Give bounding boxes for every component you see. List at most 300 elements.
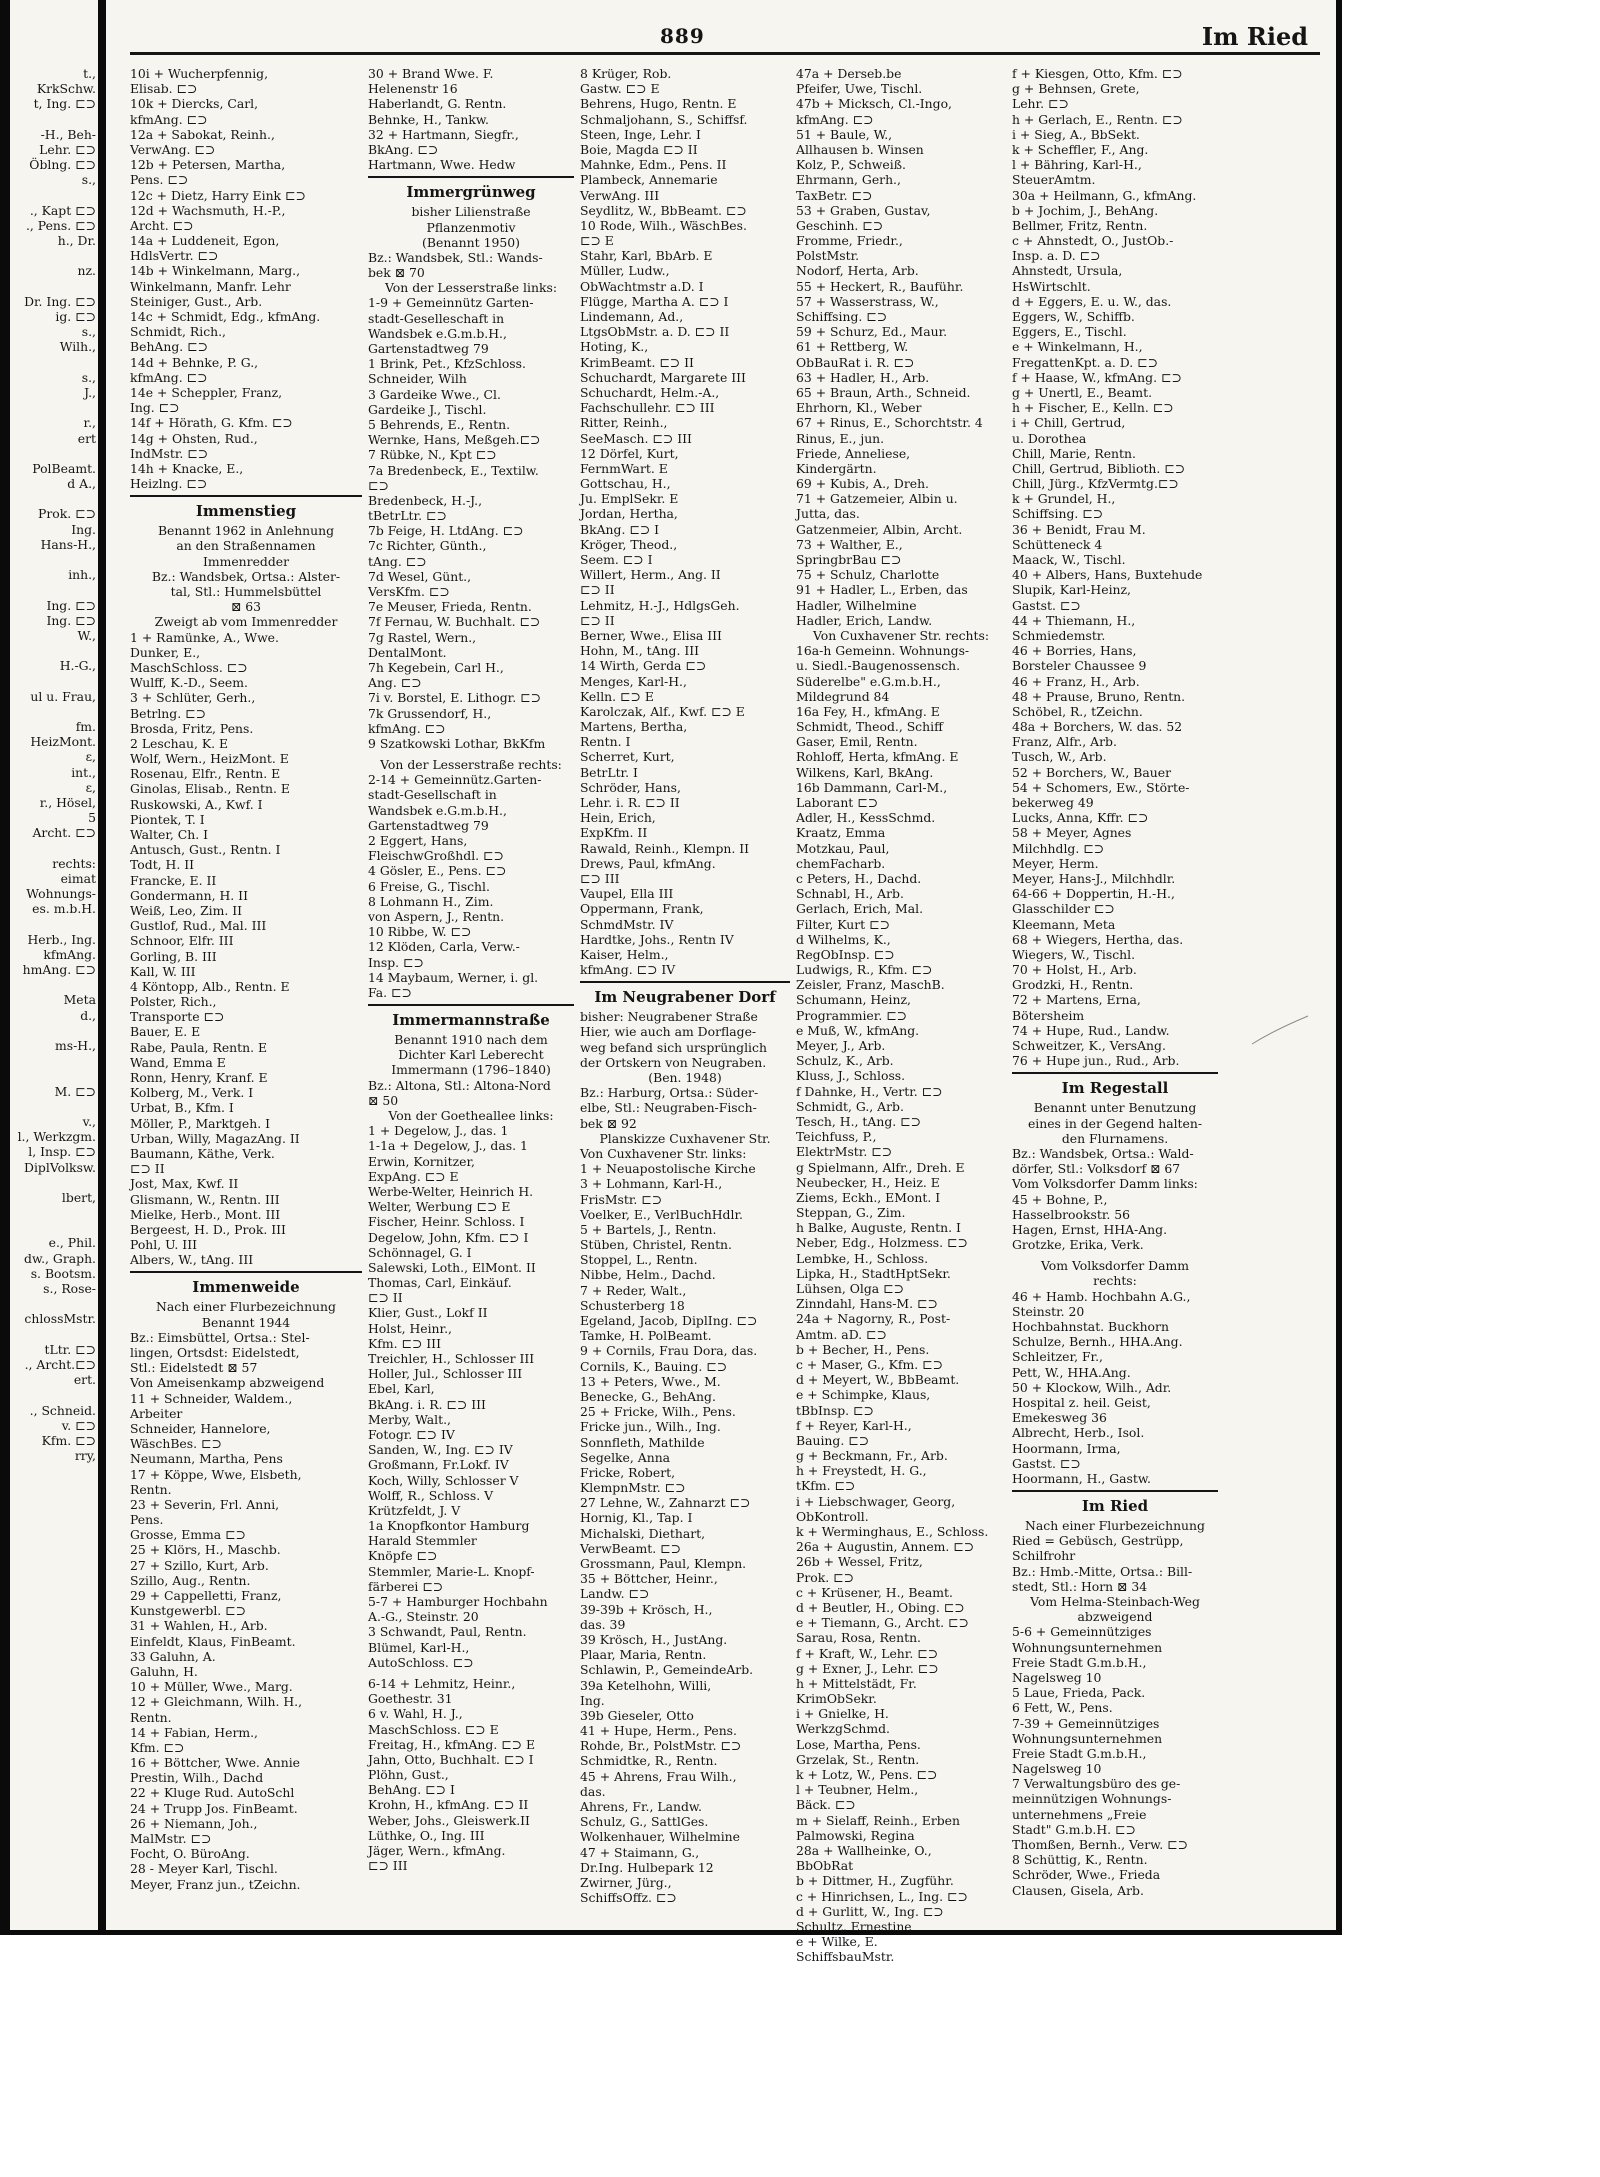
directory-entry: BbObRat: [796, 1858, 854, 1874]
directory-entry: Filter, Kurt ⊏⊃: [796, 916, 890, 932]
directory-entry: Helenenstr 16: [368, 81, 458, 97]
directory-entry: TaxBetr. ⊏⊃: [796, 187, 873, 203]
directory-entry: Ju. EmplSekr. E: [580, 491, 679, 507]
directory-entry: Ahnstedt, Ursula,: [1012, 263, 1123, 279]
directory-entry: Meyer, Herm.: [1012, 855, 1099, 871]
directory-entry: Stahr, Karl, BbArb. E: [580, 248, 713, 264]
fragment-line: H.-G.,: [59, 658, 96, 674]
directory-entry: Holler, Jul., Schlosser III: [368, 1366, 523, 1382]
directory-entry: Koch, Willy, Schlosser V: [368, 1472, 519, 1488]
directory-entry: 2 Leschau, K. E: [130, 735, 229, 751]
directory-entry: Bauer, E. E: [130, 1024, 201, 1040]
fragment-line: fm.: [75, 719, 96, 735]
directory-entry: l + Teubner, Helm.,: [796, 1782, 919, 1798]
directory-entry: Kfm. ⊏⊃ III: [368, 1335, 441, 1351]
fragment-line: PolBeamt.: [32, 460, 96, 476]
directory-entry: kfmAng. ⊏⊃ IV: [580, 962, 676, 978]
directory-entry: c + Hinrichsen, L., Ing. ⊏⊃: [796, 1888, 968, 1904]
street-note: Von der Goetheallee links:: [388, 1108, 554, 1123]
directory-entry: 14f + Hörath, G. Kfm. ⊏⊃: [130, 415, 293, 431]
directory-entry: 25 + Fricke, Wilh., Pens.: [580, 1404, 736, 1420]
directory-entry: Ehrhorn, Kl., Weber: [796, 400, 922, 416]
directory-entry: Voelker, E., VerlBuchHdlr.: [580, 1206, 743, 1222]
directory-entry: ExpAng. ⊏⊃ E: [368, 1168, 459, 1184]
directory-entry: kfmAng. ⊏⊃: [796, 111, 874, 127]
directory-entry: KrimObSekr.: [796, 1691, 877, 1707]
directory-entry: 46 + Hamb. Hochbahn A.G.,: [1012, 1288, 1191, 1304]
directory-entry: Zinndahl, Hans-M. ⊏⊃: [796, 1296, 938, 1312]
directory-entry: 1-1a + Degelow, J., das. 1: [368, 1138, 528, 1154]
directory-entry: 33 Galuhn, A.: [130, 1648, 216, 1664]
directory-entry: 44 + Thiemann, H.,: [1012, 612, 1136, 628]
street-note: Pflanzenmotiv: [426, 219, 516, 235]
street-note: Benannt 1962 in Anlehnung: [157, 523, 335, 539]
directory-entry: meinnützigen Wohnungs-: [1012, 1791, 1172, 1807]
directory-entry: 45 + Ahrens, Frau Wilh.,: [580, 1768, 737, 1784]
directory-entry: Geschinh. ⊏⊃: [796, 217, 884, 233]
directory-entry: Kraatz, Emma: [796, 825, 886, 841]
directory-entry: Pohl, U. III: [130, 1237, 197, 1253]
directory-entry: 75 + Schulz, Charlotte: [796, 567, 940, 583]
directory-entry: Schönnagel, G. I: [368, 1244, 472, 1260]
directory-entry: Lühsen, Olga ⊏⊃: [796, 1281, 904, 1296]
directory-entry: Gastst. ⊏⊃: [1012, 1455, 1081, 1471]
directory-entry: Wolf, Wern., HeizMont. E: [130, 751, 289, 767]
directory-entry: 7 Rübke, N., Kpt ⊏⊃: [368, 447, 497, 463]
fragment-line: Dr. Ing. ⊏⊃: [24, 293, 96, 309]
directory-entry: Pens.: [130, 1512, 164, 1528]
directory-entry: g + Behnsen, Grete,: [1012, 81, 1140, 97]
directory-entry: Hadler, Wilhelmine: [796, 597, 917, 613]
directory-entry: BehAng. ⊏⊃: [130, 339, 209, 355]
directory-entry: c + Krüsener, H., Beamt.: [796, 1584, 953, 1600]
directory-entry: Haberlandt, G. Rentn.: [368, 96, 507, 112]
directory-entry: Müller, Ludw.,: [580, 263, 670, 279]
directory-entry: Gastst. ⊏⊃: [1012, 597, 1081, 613]
directory-entry: Wohnungsunternehmen: [1012, 1730, 1163, 1746]
directory-entry: Grotzke, Erika, Verk.: [1012, 1237, 1144, 1253]
directory-entry: 14 Maybaum, Werner, i. gl.: [368, 969, 539, 985]
directory-entry: 47 + Staimann, G.,: [580, 1844, 700, 1860]
directory-entry: Schmaljohann, S., Schiffsf.: [580, 111, 748, 127]
directory-entry: 46 + Borries, Hans,: [1012, 643, 1137, 659]
directory-entry: KlempnMstr. ⊏⊃: [580, 1480, 686, 1496]
directory-entry: Wandsbek e.G.m.b.H.,: [368, 802, 507, 818]
directory-entry: Wohnungsunternehmen: [1012, 1639, 1163, 1655]
directory-entry: 16 + Böttcher, Wwe. Annie: [130, 1755, 300, 1771]
directory-entry: Schilfrohr: [1012, 1548, 1076, 1564]
directory-entry: 12b + Petersen, Martha,: [130, 157, 286, 173]
fragment-line: [10, 674, 96, 689]
directory-entry: 64-66 + Doppertin, H.-H.,: [1012, 886, 1175, 902]
directory-entry: Hoting, K.,: [580, 339, 649, 355]
directory-entry: 69 + Kubis, A., Dreh.: [796, 476, 929, 492]
fragment-line: Ing. ⊏⊃: [46, 612, 96, 628]
directory-entry: 8 Krüger, Rob.: [580, 66, 672, 81]
directory-entry: Chill, Jürg., KfzVermtg.⊏⊃: [1012, 476, 1179, 492]
directory-entry: Rabe, Paula, Rentn. E: [130, 1039, 268, 1055]
directory-entry: Slupik, Karl-Heinz,: [1012, 582, 1131, 598]
directory-entry: 39 Krösch, H., JustAng.: [580, 1631, 728, 1647]
fragment-line: eimat: [60, 870, 96, 886]
directory-entry: Insp. ⊏⊃: [368, 954, 424, 970]
street-heading: Immenweide: [130, 1271, 362, 1299]
directory-entry: 12 Dörfel, Kurt,: [580, 445, 679, 461]
directory-entry: ElektrMstr. ⊏⊃: [796, 1144, 893, 1160]
directory-entry: Nibbe, Helm., Dachd.: [580, 1267, 716, 1283]
directory-entry: 39-39b + Krösch, H.,: [580, 1601, 713, 1617]
directory-entry: Behrens, Hugo, Rentn. E: [580, 96, 737, 112]
directory-entry: Baumann, Käthe, Verk.: [130, 1145, 275, 1161]
directory-entry: Knöpfe ⊏⊃: [368, 1548, 438, 1564]
street-heading: Immermannstraße: [368, 1004, 574, 1032]
directory-entry: Schulze, Bernh., HHA.Ang.: [1012, 1334, 1183, 1350]
directory-entry: f + Kraft, W., Lehr. ⊏⊃: [796, 1645, 939, 1661]
directory-entry: 6-14 + Lehmitz, Heinr.,: [368, 1675, 516, 1691]
directory-entry: Francke, E. II: [130, 872, 217, 888]
directory-entry: 12 Klöden, Carla, Verw.-: [368, 939, 520, 955]
directory-entry: 9 Szatkowski Lothar, BkKfm: [368, 735, 546, 751]
directory-entry: Gatzenmeier, Albin, Archt.: [796, 521, 963, 537]
directory-entry: i + Liebschwager, Georg,: [796, 1493, 956, 1509]
directory-entry: Bz.: Eimsbüttel, Ortsa.: Stel-: [130, 1329, 310, 1345]
directory-entry: VerwAng. ⊏⊃: [130, 141, 216, 157]
directory-entry: Fricke jun., Wilh., Ing.: [580, 1419, 721, 1435]
directory-entry: 10 Rode, Wilh., WäschBes.: [580, 217, 747, 233]
directory-entry: Segelke, Anna: [580, 1449, 671, 1465]
street-note: Benannt 1944: [201, 1314, 291, 1330]
directory-entry: f Dahnke, H., Vertr. ⊏⊃: [796, 1083, 943, 1099]
directory-entry: Fischer, Heinr. Schloss. I: [368, 1214, 525, 1230]
directory-entry: Martens, Bertha,: [580, 719, 688, 735]
directory-entry: 1 + Degelow, J., das. 1: [368, 1123, 509, 1139]
directory-entry: Ahrens, Fr., Landw.: [580, 1799, 702, 1814]
directory-entry: Prok. ⊏⊃: [796, 1569, 854, 1585]
directory-entry: Schuchardt, Margarete III: [580, 369, 746, 385]
directory-entry: Behnke, H., Tankw.: [368, 111, 489, 127]
directory-entry: Hagen, Ernst, HHA-Ang.: [1012, 1221, 1168, 1237]
directory-entry: WerkzgSchmd.: [796, 1721, 890, 1737]
directory-entry: 26a + Augustin, Annem. ⊏⊃: [796, 1539, 975, 1555]
directory-entry: stadt-Geselleschaft in: [368, 310, 505, 326]
street-note: Nach einer Flurbezeichnung: [156, 1299, 336, 1315]
directory-entry: Krohn, H., kfmAng. ⊏⊃ II: [368, 1797, 529, 1813]
directory-entry: h + Gerlach, E., Rentn. ⊏⊃: [1012, 111, 1183, 127]
fragment-line: Lehr. ⊏⊃: [39, 141, 96, 157]
street-note: Benannt unter Benutzung: [1033, 1100, 1197, 1116]
fragment-line: [10, 1296, 96, 1311]
directory-entry: tAng. ⊏⊃: [368, 553, 427, 569]
directory-entry: Archt. ⊏⊃: [130, 217, 194, 233]
fragment-line: [10, 400, 96, 415]
previous-column-fragment: [10, 66, 96, 1463]
directory-entry: Walter, Ch. I: [130, 827, 208, 842]
directory-entry: Thomßen, Bernh., Verw. ⊏⊃: [1012, 1837, 1189, 1852]
street-note: Planskizze Cuxhavener Str.: [599, 1130, 771, 1146]
directory-entry: 1 + Ramünke, A., Wwe.: [130, 629, 279, 645]
fragment-line: d.,: [80, 1007, 96, 1023]
directory-entry: Fa. ⊏⊃: [368, 984, 412, 1000]
fragment-line: DiplVolksw.: [24, 1159, 96, 1175]
fragment-line: ert: [77, 430, 96, 446]
directory-entry: VersKfm. ⊏⊃: [368, 584, 450, 599]
directory-entry: 27 + Szillo, Kurt, Arb.: [130, 1557, 269, 1573]
directory-entry: Kindergärtn.: [796, 460, 877, 476]
directory-entry: Franz, Alfr., Arb.: [1012, 734, 1117, 750]
directory-entry: 3 + Lohmann, Karl-H.,: [580, 1176, 723, 1192]
directory-entry: Freie Stadt G.m.b.H.,: [1012, 1745, 1147, 1761]
directory-entry: Kall, W. III: [130, 963, 196, 979]
directory-entry: c + Ahnstedt, O., JustOb.-: [1012, 233, 1174, 249]
directory-entry: 16a-h Gemeinn. Wohnungs-: [796, 643, 970, 659]
directory-entry: dörfer, Stl.: Volksdorf ⊠ 67: [1012, 1161, 1181, 1177]
directory-entry: 51 + Baule, W.,: [796, 126, 893, 142]
directory-entry: ⊏⊃: [368, 477, 389, 493]
fragment-line: inh.,: [68, 567, 96, 583]
directory-entry: f + Haase, W., kfmAng. ⊏⊃: [1012, 369, 1182, 385]
directory-entry: Chill, Marie, Rentn.: [1012, 445, 1136, 461]
directory-entry: Schulz, G., SattlGes.: [580, 1814, 709, 1830]
directory-entry: 61 + Rettberg, W.: [796, 339, 909, 355]
directory-entry: Klier, Gust., Lokf II: [368, 1305, 488, 1321]
directory-entry: b + Dittmer, H., Zugführ.: [796, 1873, 954, 1889]
directory-entry: 27 Lehne, W., Zahnarzt ⊏⊃: [580, 1495, 751, 1511]
directory-entry: ⊏⊃ II: [580, 612, 615, 628]
page-gutter: [98, 0, 106, 1930]
fragment-line: d A.,: [67, 476, 96, 492]
directory-entry: Ebel, Karl,: [368, 1381, 435, 1397]
directory-entry: Ginolas, Elisab., Rentn. E: [130, 781, 290, 797]
directory-entry: Nodorf, Herta, Arb.: [796, 263, 919, 279]
directory-entry: l + Bähring, Karl-H.,: [1012, 157, 1142, 173]
directory-entry: Ried = Gebüsch, Gestrüpp,: [1012, 1533, 1184, 1549]
directory-entry: 7c Richter, Günth.,: [368, 538, 487, 554]
street-note: Bz.: Wandsbek, Ortsa.: Alster-: [151, 568, 341, 584]
directory-entry: i + Chill, Gertrud,: [1012, 415, 1126, 431]
directory-entry: Sanden, W., Ing. ⊏⊃ IV: [368, 1442, 513, 1458]
directory-entry: 24 + Trupp Jos. FinBeamt.: [130, 1800, 298, 1816]
fragment-line: hmAng. ⊏⊃: [22, 962, 96, 978]
directory-entry: färberei ⊏⊃: [368, 1578, 444, 1594]
fragment-line: [10, 248, 96, 263]
street-note: (Ben. 1948): [648, 1070, 722, 1085]
directory-entry: Sarau, Rosa, Rentn.: [796, 1630, 921, 1646]
directory-entry: AutoSchloss. ⊏⊃: [368, 1654, 474, 1670]
fragment-line: v.,: [82, 1113, 96, 1129]
directory-entry: Schmidt, G., Arb.: [796, 1098, 904, 1114]
street-note: Benannt 1910 nach dem: [394, 1032, 548, 1048]
directory-entry: Bz.: Altona, Stl.: Altona-Nord: [368, 1077, 551, 1093]
directory-entry: Ing. ⊏⊃: [130, 400, 180, 416]
directory-entry: das. 39: [580, 1616, 626, 1632]
directory-entry: Eggers, W., Schiffb.: [1012, 309, 1135, 324]
directory-entry: Bz.: Wandsbek, Stl.: Wands-: [368, 249, 543, 265]
directory-entry: MaschSchloss. ⊏⊃: [130, 659, 248, 675]
fragment-line: [10, 1053, 96, 1068]
street-note: Nach einer Flurbezeichnung: [1025, 1518, 1205, 1534]
street-note: Von der Lesserstraße links:: [385, 280, 557, 296]
directory-entry: Rawald, Reinh., Klempn. II: [580, 840, 750, 856]
fragment-line: 5: [88, 810, 96, 826]
street-heading: Im Regestall: [1012, 1072, 1218, 1100]
street-note: Vom Volksdorfer Damm: [1041, 1258, 1189, 1274]
street-note: Zweigt ab vom Immenredder: [154, 614, 338, 630]
directory-entry: Seem. ⊏⊃ I: [580, 552, 653, 567]
fragment-line: -H., Beh-: [40, 126, 96, 142]
directory-entry: Laborant ⊏⊃: [796, 795, 879, 810]
fragment-line: l, Insp. ⊏⊃: [28, 1144, 96, 1160]
directory-entry: Gustlof, Rud., Mal. III: [130, 918, 267, 934]
directory-entry: 28 - Meyer Karl, Tischl.: [130, 1861, 278, 1877]
fragment-line: l., Werkzgm.: [17, 1129, 96, 1145]
directory-entry: Schnabl, H., Arb.: [796, 886, 904, 902]
directory-entry: d + Beutler, H., Obing. ⊏⊃: [796, 1599, 965, 1615]
fragment-line: s.,: [81, 172, 96, 188]
directory-entry: 14b + Winkelmann, Marg.,: [130, 263, 301, 279]
column-1: [130, 66, 362, 1892]
fragment-line: [10, 1220, 96, 1235]
directory-entry: u. Dorothea: [1012, 430, 1087, 446]
directory-entry: f + Kiesgen, Otto, Kfm. ⊏⊃: [1012, 66, 1183, 81]
directory-entry: e + Schimpke, Klaus,: [796, 1387, 931, 1403]
directory-entry: Hier, wie auch am Dorflage-: [580, 1024, 757, 1040]
column-3: [580, 66, 790, 1905]
directory-entry: Goethestr. 31: [368, 1691, 453, 1707]
directory-entry: Borsteler Chaussee 9: [1012, 658, 1147, 674]
directory-entry: Werbe-Welter, Heinrich H.: [368, 1183, 534, 1199]
directory-entry: 14d + Behnke, P. G.,: [130, 354, 259, 370]
directory-entry: kfmAng. ⊏⊃: [368, 720, 446, 736]
directory-entry: Ruskowski, A., Kwf. I: [130, 796, 263, 812]
directory-page: [10, 0, 1336, 1965]
directory-entry: 71 + Gatzemeier, Albin u.: [796, 491, 958, 507]
fragment-line: ul u. Frau,: [30, 688, 96, 704]
directory-entry: Steppan, G., Zim.: [796, 1205, 906, 1221]
directory-entry: ObKontroll.: [796, 1508, 869, 1524]
fragment-line: [10, 582, 96, 597]
running-head: Im Ried: [1201, 22, 1308, 51]
directory-entry: 3 Schwandt, Paul, Rentn.: [368, 1624, 527, 1640]
directory-entry: Schröder, Hans,: [580, 779, 681, 795]
directory-entry: SpringbrBau ⊏⊃: [796, 552, 902, 567]
fragment-line: t.,: [83, 66, 96, 81]
directory-entry: Benecke, G., BehAng.: [580, 1388, 716, 1404]
directory-entry: 24a + Nagorny, R., Post-: [796, 1311, 951, 1327]
fragment-line: ., Schneid.: [29, 1402, 96, 1418]
directory-entry: bek ⊠ 92: [580, 1115, 637, 1131]
directory-entry: Wilkens, Karl, BkAng.: [796, 764, 934, 780]
directory-entry: Kleemann, Meta: [1012, 916, 1116, 932]
directory-entry: 14e + Scheppler, Franz,: [130, 384, 283, 400]
directory-entry: Tesch, H., tAng. ⊏⊃: [796, 1113, 921, 1129]
directory-entry: 23 + Severin, Frl. Anni,: [130, 1496, 280, 1512]
street-note: Von Cuxhavener Str. rechts:: [812, 627, 990, 643]
fragment-line: kfmAng.: [43, 946, 96, 962]
directory-entry: Hartmann, Wwe. Hedw: [368, 157, 516, 173]
directory-entry: 41 + Hupe, Herm., Pens.: [580, 1723, 737, 1739]
directory-entry: tBetrLtr. ⊏⊃: [368, 508, 447, 524]
directory-entry: 7a Bredenbeck, E., Textilw.: [368, 462, 539, 478]
street-note: tal, Stl.: Hummelsbüttel: [170, 584, 322, 599]
directory-entry: 3 Gardeike Wwe., Cl.: [368, 386, 501, 402]
fragment-line: h., Dr.: [57, 233, 96, 249]
fragment-line: W.,: [77, 627, 96, 643]
directory-entry: Boie, Magda ⊏⊃ II: [580, 141, 698, 157]
directory-entry: e + Winkelmann, H.,: [1012, 339, 1143, 355]
directory-entry: Freie Stadt G.m.b.H.,: [1012, 1654, 1147, 1670]
directory-entry: d + Eggers, E. u. W., das.: [1012, 293, 1172, 309]
directory-entry: i + Sieg, A., BbSekt.: [1012, 126, 1140, 142]
directory-entry: Albrecht, Herb., Isol.: [1012, 1425, 1145, 1441]
directory-entry: Bredenbeck, H.-J.,: [368, 492, 483, 508]
fragment-line: lbert,: [61, 1189, 96, 1205]
directory-entry: Maack, W., Tischl.: [1012, 552, 1126, 567]
directory-entry: Eggers, E., Tischl.: [1012, 324, 1127, 340]
fragment-line: [10, 355, 96, 370]
directory-entry: 9 + Cornils, Frau Dora, das.: [580, 1343, 758, 1359]
directory-entry: 14a + Luddeneit, Egon,: [130, 233, 280, 249]
fragment-line: Hans-H.,: [40, 536, 96, 552]
directory-entry: 5 + Bartels, J., Rentn.: [580, 1221, 717, 1237]
directory-entry: 65 + Braun, Arth., Schneid.: [796, 384, 971, 400]
directory-entry: Hospital z. heil. Geist,: [1012, 1394, 1151, 1410]
directory-entry: Ehrmann, Gerh.,: [796, 172, 901, 188]
fragment-line: HeizMont.: [30, 734, 96, 750]
directory-entry: Todt, H. II: [130, 857, 195, 873]
directory-entry: 13 + Peters, Wwe., M.: [580, 1373, 721, 1389]
directory-entry: Grzelak, St., Rentn.: [796, 1751, 920, 1767]
directory-entry: tBbInsp. ⊏⊃: [796, 1402, 874, 1418]
directory-entry: 1-9 + Gemeinnütz Garten-: [368, 295, 534, 311]
directory-entry: Stoppel, L., Rentn.: [580, 1252, 698, 1268]
directory-entry: 12d + Wachsmuth, H.-P.,: [130, 202, 286, 218]
directory-entry: Insp. a. D. ⊏⊃: [1012, 248, 1101, 264]
fragment-line: Archt. ⊏⊃: [32, 825, 96, 841]
directory-entry: 10i + Wucherpfennig,: [130, 66, 269, 81]
directory-entry: 10 Ribbe, W. ⊏⊃: [368, 924, 472, 940]
directory-entry: ⊏⊃ III: [368, 1858, 408, 1874]
directory-entry: HdlsVertr. ⊏⊃: [130, 248, 219, 264]
directory-entry: BehAng. ⊏⊃ I: [368, 1782, 455, 1798]
directory-entry: Hohn, M., tAng. III: [580, 643, 700, 659]
directory-entry: e Muß, W., kfmAng.: [796, 1022, 920, 1038]
directory-entry: 7g Rastel, Wern.,: [368, 629, 477, 645]
directory-entry: der Ortskern von Neugraben.: [580, 1054, 767, 1070]
directory-entry: Schleitzer, Fr.,: [1012, 1349, 1103, 1365]
fragment-line: Ing. ⊏⊃: [46, 597, 96, 613]
directory-entry: FernmWart. E: [580, 460, 668, 476]
directory-entry: 73 + Walther, E.,: [796, 536, 903, 552]
directory-entry: Hein, Erich,: [580, 810, 656, 826]
directory-entry: elbe, Stl.: Neugraben-Fisch-: [580, 1100, 757, 1116]
directory-entry: Oppermann, Frank,: [580, 901, 704, 917]
directory-entry: Kolz, P., Schweiß.: [796, 157, 906, 173]
directory-entry: Rentn.: [130, 1481, 172, 1497]
directory-entry: FrisMstr. ⊏⊃: [580, 1191, 663, 1207]
directory-entry: Pfeifer, Uwe, Tischl.: [796, 81, 923, 97]
directory-entry: Neubecker, H., Heiz. E: [796, 1174, 940, 1190]
directory-entry: Focht, O. BüroAng.: [130, 1846, 250, 1862]
fragment-line: J.,: [84, 384, 96, 400]
directory-entry: g + Unertl, E., Beamt.: [1012, 384, 1153, 400]
directory-entry: Friede, Anneliese,: [796, 445, 911, 461]
directory-entry: ⊏⊃ III: [580, 870, 620, 886]
directory-entry: k + Scheffler, F., Ang.: [1012, 141, 1149, 157]
directory-entry: Schöbel, R., tZeichn.: [1012, 703, 1143, 719]
directory-entry: Zeisler, Franz, MaschB.: [796, 977, 945, 993]
fragment-line: [10, 552, 96, 567]
directory-entry: Pett, W., HHA.Ang.: [1012, 1364, 1131, 1380]
